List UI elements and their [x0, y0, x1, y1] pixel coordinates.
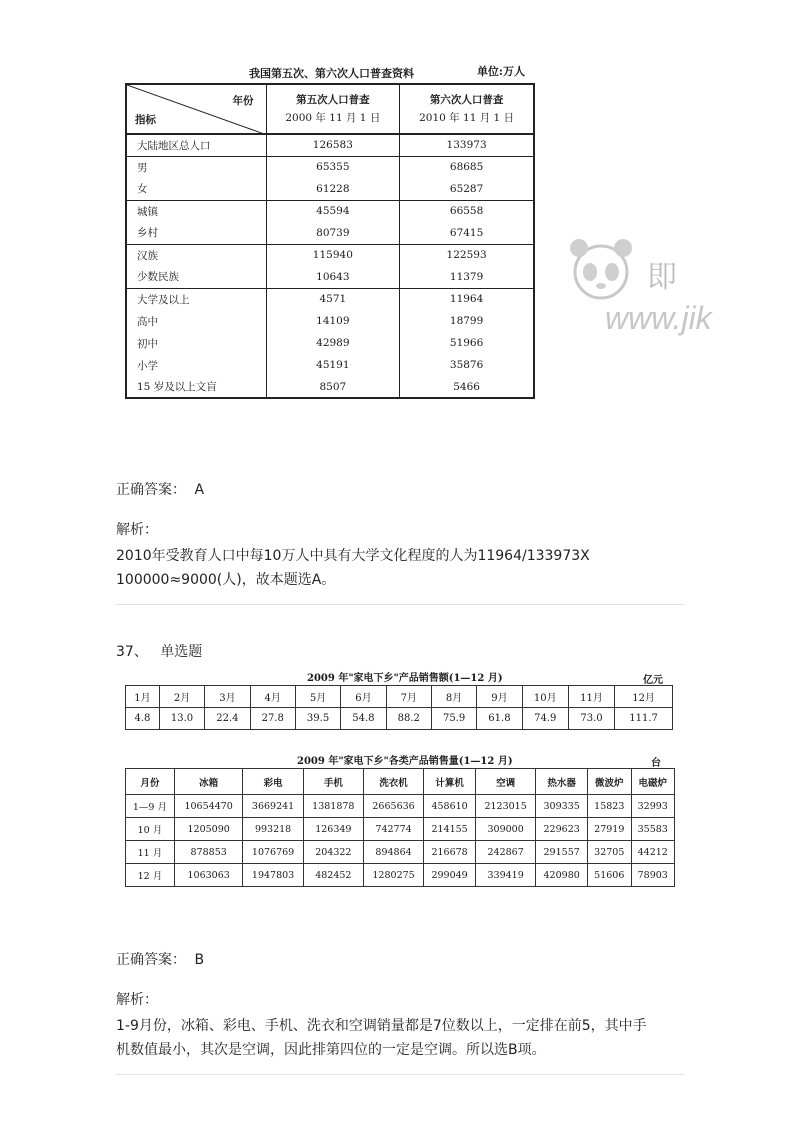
answer-1 [116, 478, 204, 502]
cell-2010: 51966 [449, 337, 484, 349]
table-cell: 32705 [588, 841, 631, 864]
table-cell: 1076769 [243, 841, 303, 864]
panda-logo-icon [565, 230, 637, 308]
table-cell: 894864 [363, 841, 423, 864]
table-row [126, 244, 534, 266]
cell-2010: 11964 [400, 288, 534, 310]
table-cell: 1063063 [174, 864, 243, 887]
table-cell: 3669241 [243, 795, 303, 818]
census-table-unit: 单位:万人 [476, 65, 525, 78]
answer-label: 正确答案： [116, 482, 186, 498]
table-cell: 78903 [631, 864, 675, 887]
table-cell: 309000 [476, 818, 536, 841]
analysis-2-line1: 1-9月份，冰箱、彩电、手机、洗衣和空调销量都是7位数以上，一定排在前5，其中手 [116, 1018, 647, 1034]
census-table [125, 83, 535, 399]
cell-2010: 67415 [449, 226, 484, 239]
table-cell: 12 月 [126, 864, 175, 887]
table-row [126, 266, 534, 288]
analysis-1-label: 解析： [116, 522, 158, 538]
table-row [126, 178, 534, 200]
value-cell: 73.0 [568, 708, 614, 730]
table-row [126, 376, 534, 398]
table-row [126, 354, 534, 376]
row-label: 高中 [126, 310, 266, 332]
sales-value-title: 2009 年"家电下乡"产品销售额(1—12 月) [307, 673, 503, 684]
row-label: 女 [126, 178, 266, 200]
indicator-label: 指标 [135, 114, 156, 126]
value-cell: 111.7 [615, 708, 673, 730]
cell-2000: 42989 [266, 332, 400, 354]
table-cell: 339419 [476, 864, 536, 887]
year-label: 年份 [232, 95, 254, 107]
row-label: 少数民族 [126, 266, 266, 288]
month-cell: 2月 [159, 686, 204, 708]
cell-2000: 65355 [266, 156, 400, 178]
table-row [126, 134, 534, 156]
table-cell: 742774 [363, 818, 423, 841]
month-header-row [126, 686, 673, 708]
table-cell: 44212 [631, 841, 675, 864]
answer-label: 正确答案： [116, 952, 186, 968]
table-cell: 1280275 [363, 864, 423, 887]
table-cell: 51606 [588, 864, 631, 887]
column-header: 微波炉 [588, 769, 631, 795]
row-label: 城镇 [126, 200, 266, 222]
table-cell: 2665636 [363, 795, 423, 818]
cell-2010: 65287 [449, 182, 484, 195]
table-cell: 482452 [303, 864, 363, 887]
table-row [126, 222, 534, 244]
sales-volume-table [125, 768, 675, 887]
month-cell: 10月 [522, 686, 568, 708]
cell-2010: 122593 [400, 244, 534, 266]
value-cell: 22.4 [205, 708, 250, 730]
table-row [126, 864, 675, 887]
column-header: 彩电 [243, 769, 303, 795]
column-header: 空调 [476, 769, 536, 795]
table-cell: 32993 [631, 795, 675, 818]
row-label: 男 [126, 156, 266, 178]
cell-2000: 126583 [266, 134, 400, 156]
cell-2000: 115940 [266, 244, 400, 266]
table-cell: 229623 [536, 818, 588, 841]
cell-2010: 68685 [400, 156, 534, 178]
month-cell: 8月 [431, 686, 476, 708]
cell-2010: 18799 [449, 315, 484, 327]
month-cell: 12月 [615, 686, 673, 708]
cell-2010: 5466 [453, 380, 480, 393]
table-cell: 1—9 月 [126, 795, 175, 818]
question-37-header [116, 640, 202, 664]
table-cell: 993218 [243, 818, 303, 841]
census-col2-header [400, 84, 534, 134]
cell-2010: 66558 [400, 200, 534, 222]
value-cell: 27.8 [250, 708, 295, 730]
table-row [126, 288, 534, 310]
table-cell: 309335 [536, 795, 588, 818]
value-cell: 4.8 [126, 708, 160, 730]
table-row [126, 818, 675, 841]
analysis-1-line2: 100000≈9000(人)，故本题选A。 [116, 572, 336, 588]
month-cell: 7月 [386, 686, 431, 708]
row-label: 初中 [126, 332, 266, 354]
analysis-2-label: 解析： [116, 992, 158, 1008]
value-cell: 88.2 [386, 708, 431, 730]
row-label: 大陆地区总人口 [126, 134, 266, 156]
value-row [126, 708, 673, 730]
month-cell: 4月 [250, 686, 295, 708]
table-cell: 878853 [174, 841, 243, 864]
column-header: 热水器 [536, 769, 588, 795]
table-cell: 242867 [476, 841, 536, 864]
col2-date: 2010 年 11 月 1 日 [419, 112, 515, 124]
table-cell: 10 月 [126, 818, 175, 841]
table-cell: 35583 [631, 818, 675, 841]
value-cell: 75.9 [431, 708, 476, 730]
table-cell: 27919 [588, 818, 631, 841]
cell-2000: 45594 [266, 200, 400, 222]
table-cell: 204322 [303, 841, 363, 864]
cell-2000: 4571 [266, 288, 400, 310]
table-cell: 1205090 [174, 818, 243, 841]
column-header: 洗衣机 [363, 769, 423, 795]
column-header: 月份 [126, 769, 175, 795]
answer-value: A [194, 482, 205, 498]
cell-2000: 45191 [266, 354, 400, 376]
census-table-title: 我国第五次、第六次人口普查资料 [249, 67, 414, 80]
value-cell: 13.0 [159, 708, 204, 730]
analysis-1-line1: 2010年受教育人口中每10万人中具有大学文化程度的人为11964/133973X [116, 548, 590, 564]
watermark-url: www.jik [605, 300, 712, 336]
column-header: 冰箱 [174, 769, 243, 795]
column-header: 电磁炉 [631, 769, 675, 795]
table-cell: 2123015 [476, 795, 536, 818]
sales-volume-unit: 台 [651, 758, 661, 769]
table-cell: 214155 [424, 818, 476, 841]
value-cell: 39.5 [295, 708, 340, 730]
col1-title: 第五次人口普查 [296, 94, 370, 106]
table-row [126, 310, 534, 332]
table-cell: 1381878 [303, 795, 363, 818]
table-cell: 15823 [588, 795, 631, 818]
cell-2000: 80739 [266, 222, 400, 244]
col1-date: 2000 年 11 月 1 日 [285, 112, 381, 124]
table-row [126, 841, 675, 864]
table-row [126, 200, 534, 222]
answer-value: B [194, 952, 205, 968]
month-cell: 1月 [126, 686, 160, 708]
watermark [565, 230, 800, 360]
month-cell: 6月 [341, 686, 386, 708]
month-cell: 9月 [477, 686, 522, 708]
value-cell: 61.8 [477, 708, 522, 730]
row-label: 汉族 [126, 244, 266, 266]
column-header: 计算机 [424, 769, 476, 795]
sales-value-table-image [125, 665, 673, 730]
month-cell: 11月 [568, 686, 614, 708]
table-row [126, 795, 675, 818]
cell-2000: 10643 [266, 266, 400, 288]
row-label: 大学及以上 [126, 288, 266, 310]
divider [116, 1074, 684, 1075]
census-table-image [125, 55, 535, 399]
month-cell: 5月 [295, 686, 340, 708]
cell-2010: 11379 [449, 270, 484, 283]
table-cell: 458610 [424, 795, 476, 818]
table-cell: 1947803 [243, 864, 303, 887]
month-cell: 3月 [205, 686, 250, 708]
table-cell: 216678 [424, 841, 476, 864]
table-cell: 299049 [424, 864, 476, 887]
question-type: 单选题 [160, 644, 203, 660]
analysis-2-line2: 机数值最小，其次是空调，因此排第四位的一定是空调。所以选B项。 [116, 1042, 546, 1058]
value-cell: 54.8 [341, 708, 386, 730]
table-cell: 126349 [303, 818, 363, 841]
cell-2000: 61228 [266, 178, 400, 200]
cell-2010: 35876 [449, 359, 484, 371]
table-cell: 291557 [536, 841, 588, 864]
table-row [126, 332, 534, 354]
row-label: 小学 [126, 354, 266, 376]
watermark-text: 即 [647, 260, 677, 295]
table-header-row [126, 769, 675, 795]
sales-volume-title: 2009 年"家电下乡"各类产品销售量(1—12 月) [297, 756, 513, 767]
cell-2000: 14109 [266, 310, 400, 332]
sales-volume-table-image [125, 750, 675, 887]
col2-title: 第六次人口普查 [429, 94, 504, 106]
divider [116, 604, 684, 605]
row-label: 15 岁及以上文盲 [126, 376, 266, 398]
sales-value-unit: 亿元 [643, 675, 663, 686]
column-header: 手机 [303, 769, 363, 795]
question-number: 37、 [116, 644, 148, 660]
value-cell: 74.9 [522, 708, 568, 730]
row-label: 乡村 [126, 222, 266, 244]
census-header-diagonal [126, 84, 266, 134]
cell-2010: 133973 [446, 139, 487, 152]
sales-value-table [125, 685, 673, 730]
table-row [126, 156, 534, 178]
census-col1-header [266, 84, 400, 134]
table-cell: 10654470 [174, 795, 243, 818]
table-cell: 420980 [536, 864, 588, 887]
answer-2 [116, 948, 204, 972]
cell-2000: 8507 [266, 376, 400, 398]
table-cell: 11 月 [126, 841, 175, 864]
